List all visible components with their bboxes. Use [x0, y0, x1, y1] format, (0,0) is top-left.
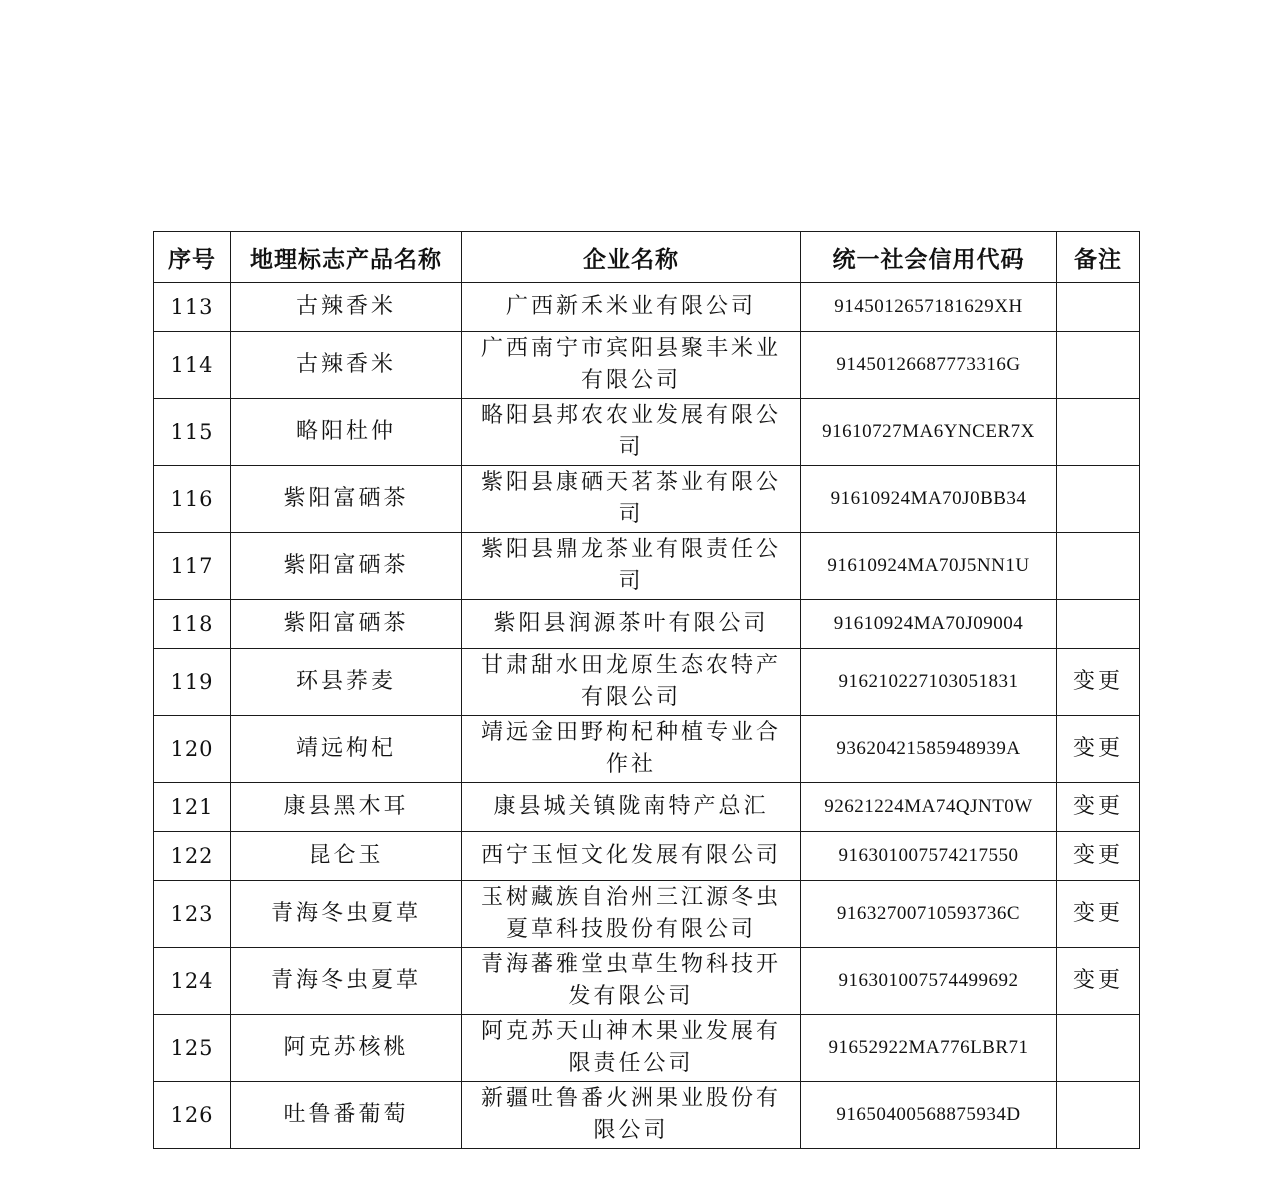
remark-cell [1057, 1015, 1140, 1082]
company-cell: 阿克苏天山神木果业发展有限责任公司 [462, 1015, 801, 1082]
table-row [154, 1015, 1140, 1082]
table-row [154, 283, 1140, 332]
credit-code-cell: 916301007574499692 [801, 948, 1057, 1015]
credit-code-cell: 91610924MA70J5NN1U [801, 533, 1057, 600]
remark-cell [1057, 332, 1140, 399]
seq-cell: 124 [154, 948, 231, 1015]
credit-code-cell: 91632700710593736C [801, 881, 1057, 948]
table-row [154, 716, 1140, 783]
table-row [154, 948, 1140, 1015]
credit-code-cell: 91450126687773316G [801, 332, 1057, 399]
product-cell: 吐鲁番葡萄 [231, 1082, 462, 1149]
product-cell: 环县荞麦 [231, 649, 462, 716]
table-row [154, 783, 1140, 832]
remark-cell: 变更 [1057, 832, 1140, 881]
header-product: 地理标志产品名称 [231, 232, 462, 283]
seq-cell: 115 [154, 399, 231, 466]
credit-code-cell: 916301007574217550 [801, 832, 1057, 881]
credit-code-cell: 91652922MA776LBR71 [801, 1015, 1057, 1082]
product-cell: 略阳杜仲 [231, 399, 462, 466]
seq-cell: 118 [154, 600, 231, 649]
credit-code-cell: 93620421585948939A [801, 716, 1057, 783]
header-credit-code: 统一社会信用代码 [801, 232, 1057, 283]
product-cell: 紫阳富硒茶 [231, 600, 462, 649]
seq-cell: 119 [154, 649, 231, 716]
company-cell: 新疆吐鲁番火洲果业股份有限公司 [462, 1082, 801, 1149]
company-cell: 玉树藏族自治州三江源冬虫夏草科技股份有限公司 [462, 881, 801, 948]
seq-cell: 123 [154, 881, 231, 948]
seq-cell: 116 [154, 466, 231, 533]
credit-code-cell: 91610924MA70J0BB34 [801, 466, 1057, 533]
credit-code-cell: 91610924MA70J09004 [801, 600, 1057, 649]
remark-cell: 变更 [1057, 881, 1140, 948]
company-cell: 紫阳县鼎龙茶业有限责任公司 [462, 533, 801, 600]
credit-code-cell: 91610727MA6YNCER7X [801, 399, 1057, 466]
product-cell: 康县黑木耳 [231, 783, 462, 832]
remark-cell [1057, 466, 1140, 533]
product-cell: 紫阳富硒茶 [231, 533, 462, 600]
remark-cell: 变更 [1057, 649, 1140, 716]
company-cell: 紫阳县润源茶叶有限公司 [462, 600, 801, 649]
company-cell: 广西南宁市宾阳县聚丰米业有限公司 [462, 332, 801, 399]
product-cell: 青海冬虫夏草 [231, 948, 462, 1015]
header-remark: 备注 [1057, 232, 1140, 283]
product-cell: 紫阳富硒茶 [231, 466, 462, 533]
table-row [154, 1082, 1140, 1149]
remark-cell: 变更 [1057, 948, 1140, 1015]
seq-cell: 126 [154, 1082, 231, 1149]
remark-cell [1057, 1082, 1140, 1149]
remark-cell [1057, 533, 1140, 600]
product-cell: 古辣香米 [231, 283, 462, 332]
company-cell: 靖远金田野枸杞种植专业合作社 [462, 716, 801, 783]
company-cell: 青海蕃雅堂虫草生物科技开发有限公司 [462, 948, 801, 1015]
remark-cell [1057, 399, 1140, 466]
table-row [154, 332, 1140, 399]
product-cell: 阿克苏核桃 [231, 1015, 462, 1082]
table-row [154, 600, 1140, 649]
credit-code-cell: 91650400568875934D [801, 1082, 1057, 1149]
table-row [154, 533, 1140, 600]
product-cell: 昆仑玉 [231, 832, 462, 881]
header-company: 企业名称 [462, 232, 801, 283]
seq-cell: 121 [154, 783, 231, 832]
company-cell: 紫阳县康硒天茗茶业有限公司 [462, 466, 801, 533]
company-cell: 康县城关镇陇南特产总汇 [462, 783, 801, 832]
product-cell: 靖远枸杞 [231, 716, 462, 783]
seq-cell: 125 [154, 1015, 231, 1082]
product-cell: 青海冬虫夏草 [231, 881, 462, 948]
company-cell: 广西新禾米业有限公司 [462, 283, 801, 332]
credit-code-cell: 9145012657181629XH [801, 283, 1057, 332]
remark-cell: 变更 [1057, 716, 1140, 783]
table-row [154, 881, 1140, 948]
remark-cell [1057, 600, 1140, 649]
seq-cell: 114 [154, 332, 231, 399]
table-row [154, 649, 1140, 716]
table-row [154, 832, 1140, 881]
company-cell: 略阳县邦农农业发展有限公司 [462, 399, 801, 466]
company-cell: 西宁玉恒文化发展有限公司 [462, 832, 801, 881]
header-seq: 序号 [154, 232, 231, 283]
product-cell: 古辣香米 [231, 332, 462, 399]
seq-cell: 113 [154, 283, 231, 332]
table-row [154, 466, 1140, 533]
company-cell: 甘肃甜水田龙原生态农特产有限公司 [462, 649, 801, 716]
header-row [154, 232, 1140, 283]
seq-cell: 120 [154, 716, 231, 783]
remark-cell [1057, 283, 1140, 332]
remark-cell: 变更 [1057, 783, 1140, 832]
credit-code-cell: 916210227103051831 [801, 649, 1057, 716]
table-row [154, 399, 1140, 466]
registration-table [153, 231, 1140, 1149]
credit-code-cell: 92621224MA74QJNT0W [801, 783, 1057, 832]
seq-cell: 117 [154, 533, 231, 600]
seq-cell: 122 [154, 832, 231, 881]
